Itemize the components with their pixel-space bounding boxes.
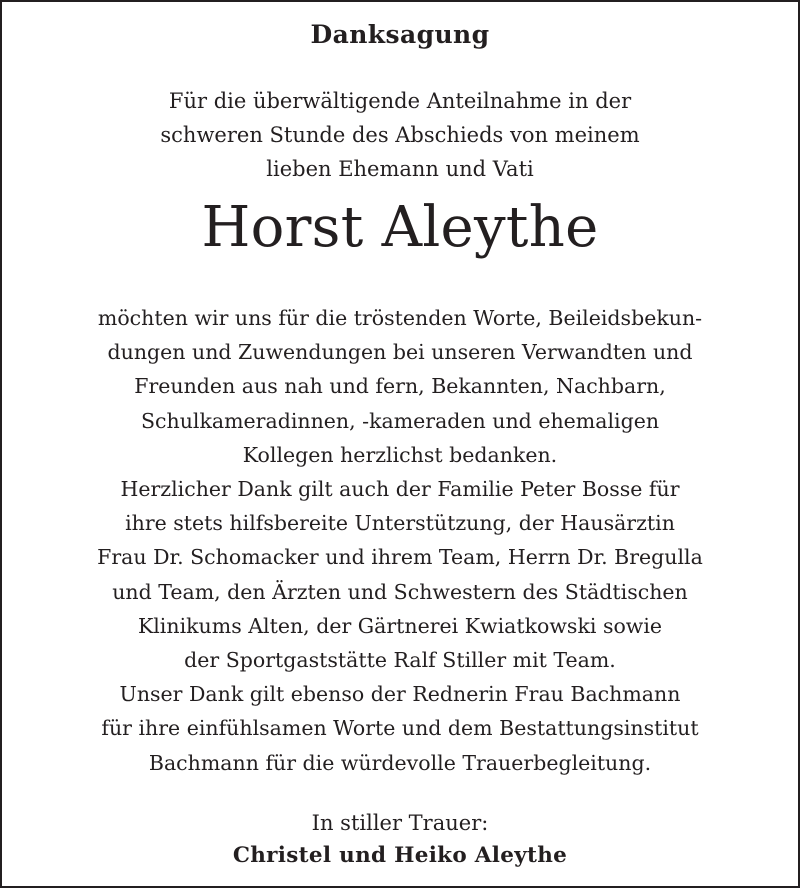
body-line: möchten wir uns für die tröstenden Worte, Beileidsbekun- — [97, 306, 703, 330]
body-line: der Sportgaststätte Ralf Stiller mit Team. — [184, 648, 616, 673]
intro-line: Für die überwältigende Anteilnahme in der — [168, 89, 632, 113]
body-line: und Team, den Ärzten und Schwestern des Städtischen — [112, 579, 688, 604]
notice-heading: Danksagung — [310, 20, 490, 49]
intro-line: lieben Ehemann und Vati — [266, 157, 534, 181]
signature-names: Christel und Heiko Aleythe — [232, 843, 568, 868]
body-line: ihre stets hilfsbereite Unterstützung, der Hausärztin — [125, 511, 675, 536]
body-line: Bachmann für die würdevolle Trauerbegleitung. — [148, 750, 652, 775]
deceased-name: Horst Aleythe — [201, 195, 599, 260]
intro-line: schweren Stunde des Abschieds von meinem — [160, 123, 640, 147]
closing-phrase: In stiller Trauer: — [311, 811, 489, 835]
thanks-body — [2, 301, 798, 780]
body-line: dungen und Zuwendungen bei unseren Verwandten und — [107, 340, 693, 365]
body-line: Freunden aus nah und fern, Bekannten, Nachbarn, — [134, 374, 666, 399]
body-line: Klinikums Alten, der Gärtnerei Kwiatkowski sowie — [137, 613, 663, 638]
body-line: Frau Dr. Schomacker und ihrem Team, Herrn Dr. Bregulla — [97, 545, 703, 570]
body-line: Unser Dank gilt ebenso der Rednerin Frau Bachmann — [119, 682, 681, 707]
body-line: Kollegen herzlichst bedanken. — [242, 442, 558, 467]
body-line: Schulkameradinnen, -kameraden und ehemaligen — [140, 408, 660, 433]
body-line: für ihre einfühlsamen Worte und dem Bestattungsinstitut — [101, 716, 699, 741]
body-line: Herzlicher Dank gilt auch der Familie Peter Bosse für — [120, 477, 680, 502]
intro-text — [2, 84, 798, 186]
